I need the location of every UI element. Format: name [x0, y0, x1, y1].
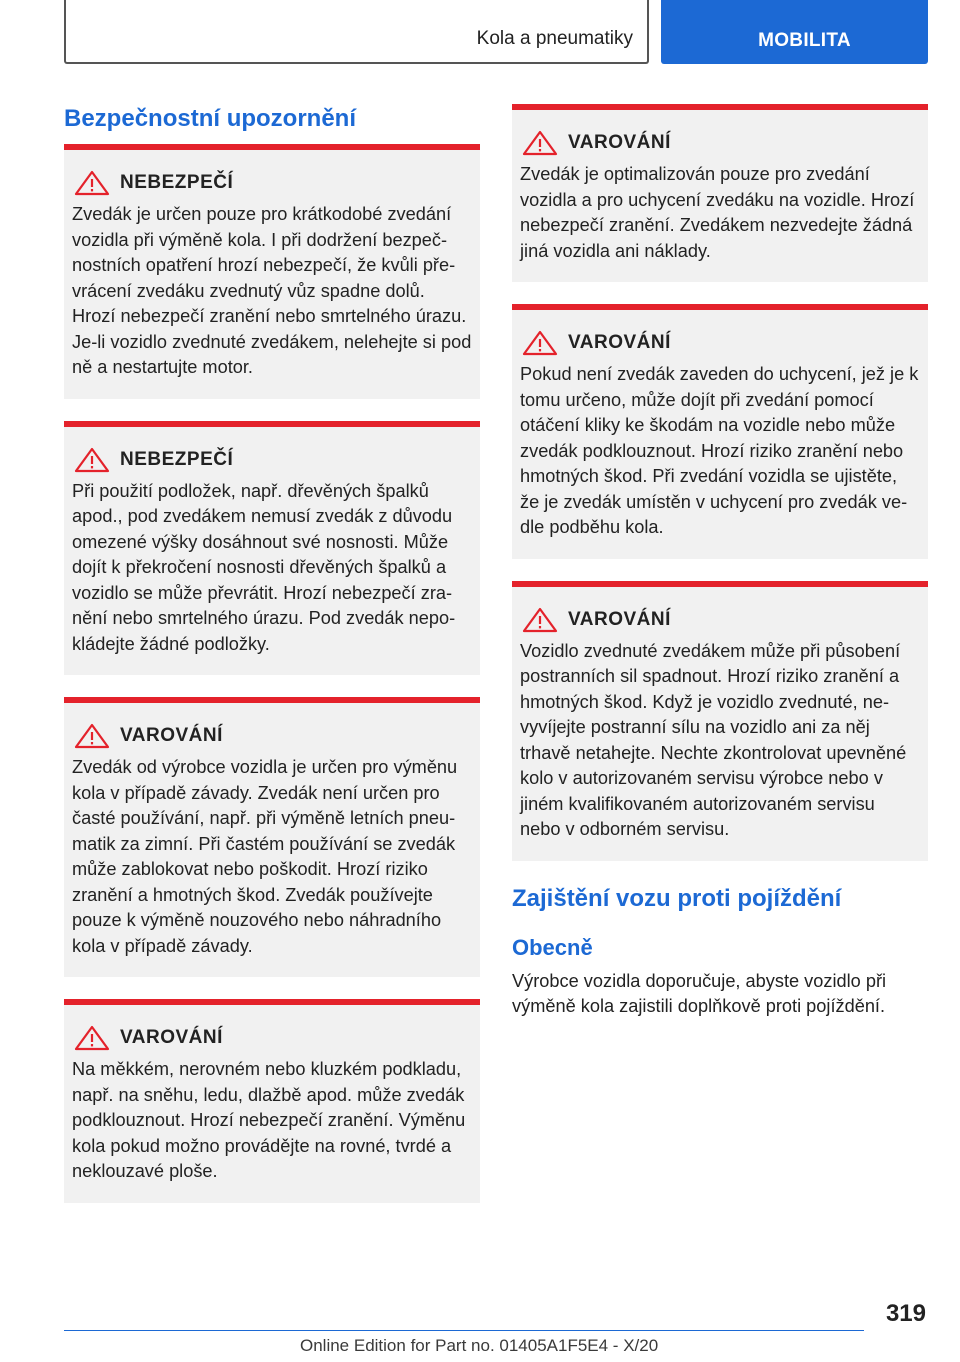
box-label: VAROVÁNÍ — [568, 332, 671, 353]
page-number: 319 — [885, 1300, 926, 1327]
warning-box — [64, 697, 480, 977]
box-text: Zvedák od výrobce vozidla je určen pro výměnu kola v případě závady. Zvedák není určen pro časté používání, např. při výměně letních pneumatik za zimní. Při častém používání se zvedák může zablokovat nebo poškodit. Hrozí riziko zranění a hmotných škod. Zvedák používejte pouze k výměně nouzového nebo náhradního kola v případě závady. — [72, 757, 458, 956]
box-label: VAROVÁNÍ — [120, 725, 223, 746]
right-column — [512, 104, 928, 1020]
warning-box — [512, 581, 928, 861]
box-text: Na měkkém, nerovném nebo kluzkém podkladu, např. na sněhu, ledu, dlažbě apod. může zvedák podklouznout. Hrozí nebezpečí zranění. Výměnu kola pokud možno provádějte na rovné, tvrdé a neklouzavé ploše. — [72, 1059, 466, 1181]
box-text: Zvedák je určen pouze pro krátkodobé zvedání vozidla při výměně kola. I při dodržení bezpečnostních opatření hrozí nebezpečí, že kvůli převrácení zvedáku zvednutý vůz spadne dolů. Hrozí nebezpečí zranění nebo smrtelného úrazu. Je-li vozidlo zvednuté zvedákem, nelehejte si pod ně a nestartujte motor. — [72, 204, 472, 377]
box-header — [520, 326, 920, 360]
warning-triangle-icon — [522, 130, 558, 156]
box-text: Zvedák je optimalizován pouze pro zvedání vozidla a pro uchycení zvedáku na vozidle. Hrozí nebezpečí zranění. Zvedákem nezvedejte žádná jiná vozidla ani náklady. — [520, 164, 915, 261]
box-header — [520, 126, 920, 160]
box-header — [72, 166, 472, 200]
box-header — [72, 443, 472, 477]
warning-triangle-icon — [74, 447, 110, 473]
subsection-title-general: Obecně — [512, 934, 593, 960]
warning-triangle-icon — [74, 723, 110, 749]
warning-triangle-icon — [522, 330, 558, 356]
box-header — [72, 719, 472, 753]
box-header — [520, 603, 920, 637]
section-title-safety: Bezpečnostní upozornění — [64, 105, 357, 132]
box-text: Při použití podložek, např. dřevěných špalků apod., pod zvedákem nemusí zvedák z důvodu omezené výšky dosáhnout své nosnosti. Může dojít k překročení nosnosti dřevěných špalků a vozidlo se může převrátit. Hrozí nebezpečí zranění nebo smrtelného úrazu. Pod zvedák nepokládejte žádné podložky. — [72, 480, 456, 654]
warning-triangle-icon — [74, 1025, 110, 1051]
header-section-title: Kola a pneumatiky — [476, 28, 633, 49]
section-title-roll-prevention: Zajištění vozu proti pojíždění — [512, 884, 842, 912]
box-label: NEBEZPEČÍ — [120, 448, 234, 470]
box-label: NEBEZPEČÍ — [120, 172, 234, 193]
footer-edition-text: Online Edition for Part no. 01405A1F5E4 - X/20 — [300, 1336, 659, 1355]
warning-box — [512, 304, 928, 559]
header-chapter-label: MOBILITA — [758, 30, 851, 51]
left-column — [64, 104, 480, 1225]
warning-triangle-icon — [522, 607, 558, 633]
footer-divider — [64, 1330, 864, 1331]
danger-box — [64, 421, 480, 676]
body-paragraph: Výrobce vozidla doporučuje, abyste vozidlo při výměně kola zajistili doplňkově proti pojíždění. — [512, 970, 887, 1016]
box-header — [72, 1021, 472, 1055]
box-label: VAROVÁNÍ — [568, 132, 671, 153]
box-label: VAROVÁNÍ — [568, 608, 671, 630]
box-text: Pokud není zvedák zaveden do uchycení, jež je k tomu určeno, může dojít při zvedání pomocí otáčení kliky ke škodám na vozidle nebo může zvedák podklouznout. Hrozí riziko zranění nebo hmotných škod. Při zvedání vozidla se ujistěte, že je zvedák umístěn v uchycení pro zvedák vedle podběhu kola. — [520, 364, 919, 537]
header-section-box — [64, 0, 649, 64]
warning-triangle-icon — [74, 170, 110, 196]
box-text: Vozidlo zvednuté zvedákem může při působení postranních sil spadnout. Hrozí riziko zranění a hmotných škod. Když je vozidlo zvednuté, nevyvíjejte postranní sílu na vozidlo ani za něj trhavě netahejte. Nechte zkontrolovat upevněné kolo v autorizovaném servisu výrobce nebo v jiném kvalifikovaném autorizovaném servisu nebo v odborném servisu. — [520, 640, 907, 839]
header-chapter-tab — [661, 0, 928, 64]
warning-box — [64, 999, 480, 1203]
box-label: VAROVÁNÍ — [120, 1027, 223, 1048]
warning-box — [512, 104, 928, 282]
danger-box — [64, 144, 480, 399]
